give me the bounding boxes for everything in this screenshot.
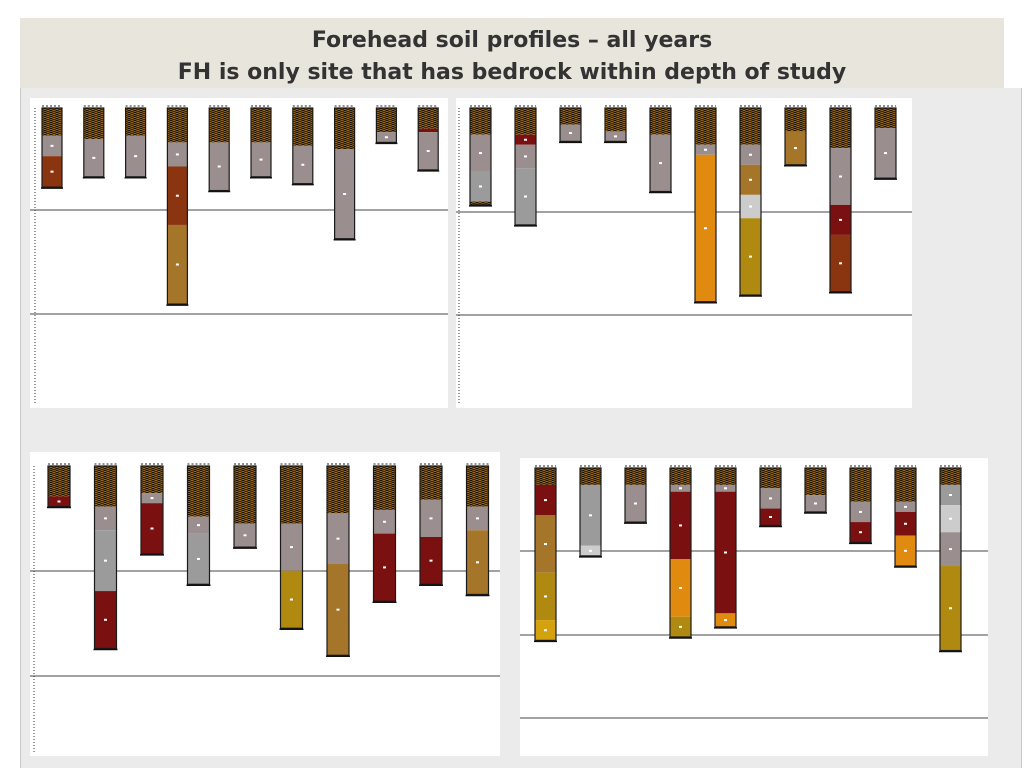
soil-profile (140, 464, 164, 555)
horizon-marker (479, 152, 482, 154)
soil-profile (649, 106, 672, 193)
soil-horizon-organic (895, 468, 916, 502)
soil-horizon-organic (850, 468, 871, 502)
soil-horizon-organic (695, 108, 716, 145)
soil-horizon-organic (374, 466, 396, 510)
horizon-marker (949, 548, 952, 550)
horizon-marker (949, 494, 952, 496)
horizon-marker (430, 560, 433, 562)
soil-horizon-organic (670, 468, 691, 485)
soil-profile (894, 466, 917, 567)
soil-horizon-organic (715, 468, 736, 485)
soil-horizon-organic (335, 108, 355, 149)
soil-profile (604, 106, 627, 142)
horizon-marker (383, 521, 386, 523)
soil-profile (714, 466, 737, 628)
horizon-marker (704, 149, 707, 151)
soil-horizon-organic (141, 466, 163, 493)
soil-profile (534, 466, 557, 641)
horizon-marker (544, 629, 547, 631)
soil-chart-top-right-svg (456, 98, 912, 408)
soil-horizon-organic (251, 108, 271, 142)
horizon-marker (290, 599, 293, 601)
soil-horizon-organic (785, 108, 806, 131)
soil-horizon-organic (580, 468, 601, 485)
horizon-marker (92, 157, 95, 159)
horizon-marker (51, 145, 54, 147)
soil-horizon-organic (209, 108, 229, 142)
horizon-marker (769, 497, 772, 499)
soil-profile (669, 466, 692, 638)
soil-profile (94, 464, 118, 650)
soil-horizon-organic (327, 466, 349, 513)
horizon-marker (724, 619, 727, 621)
soil-chart-top-left-svg (30, 98, 448, 408)
horizon-marker (859, 531, 862, 533)
soil-profile (849, 466, 872, 543)
horizon-marker (104, 619, 107, 621)
soil-profile (326, 464, 350, 656)
horizon-marker (524, 196, 527, 198)
soil-profile (375, 106, 397, 143)
soil-horizon-organic (605, 108, 626, 131)
soil-horizon-organic (188, 466, 210, 517)
horizon-marker (859, 511, 862, 513)
horizon-marker (904, 550, 907, 552)
horizon-marker (151, 528, 154, 530)
horizon-marker (427, 150, 430, 152)
soil-profile (559, 106, 582, 142)
soil-profile (466, 464, 490, 595)
title-bar (20, 18, 1004, 89)
soil-horizon-organic (42, 108, 62, 136)
horizon-marker (544, 595, 547, 597)
soil-horizon-organic (940, 468, 961, 485)
soil-horizon-organic (48, 466, 70, 496)
soil-horizon-organic (234, 466, 256, 523)
horizon-marker (218, 165, 221, 167)
horizon-marker (197, 558, 200, 560)
soil-profile (250, 106, 272, 178)
soil-horizon-organic (560, 108, 581, 125)
soil-profile (939, 466, 962, 652)
horizon-marker (679, 626, 682, 628)
horizon-marker (724, 487, 727, 489)
soil-chart-top-left (30, 98, 448, 408)
horizon-marker (476, 517, 479, 519)
soil-profile (280, 464, 304, 629)
soil-profile (759, 466, 782, 526)
horizon-marker (634, 502, 637, 504)
slide-title: Forehead soil profiles – all years (311, 28, 713, 53)
horizon-marker (176, 195, 179, 197)
soil-horizon-organic (420, 466, 442, 500)
horizon-marker (949, 518, 952, 520)
horizon-marker (104, 560, 107, 562)
soil-profile (41, 106, 63, 188)
horizon-marker (839, 175, 842, 177)
soil-horizon-organic (760, 468, 781, 488)
horizon-marker (839, 219, 842, 221)
horizon-marker (290, 546, 293, 548)
soil-profile (874, 106, 897, 179)
horizon-marker (814, 502, 817, 504)
soil-horizon-dark-red (418, 129, 438, 132)
horizon-marker (151, 497, 154, 499)
slide-subtitle: FH is only site that has bedrock within depth of study (177, 60, 847, 85)
soil-chart-bottom-left (30, 452, 500, 756)
horizon-marker (749, 256, 752, 258)
horizon-marker (383, 566, 386, 568)
horizon-marker (679, 487, 682, 489)
soil-profile (804, 466, 827, 513)
horizon-marker (569, 132, 572, 134)
horizon-marker (104, 517, 107, 519)
soil-profile (187, 464, 211, 585)
soil-chart-top-right (456, 98, 912, 408)
horizon-marker (544, 543, 547, 545)
horizon-marker (614, 135, 617, 137)
horizon-marker (544, 499, 547, 501)
horizon-marker (176, 153, 179, 155)
soil-horizon-organic (535, 468, 556, 485)
soil-horizon-organic (740, 108, 761, 145)
soil-profile (292, 106, 314, 185)
horizon-marker (476, 561, 479, 563)
horizon-marker (904, 523, 907, 525)
soil-profile (514, 106, 537, 226)
horizon-marker (524, 155, 527, 157)
horizon-marker (343, 193, 346, 195)
horizon-marker (589, 550, 592, 552)
horizon-marker (134, 155, 137, 157)
horizon-marker (51, 171, 54, 173)
horizon-marker (769, 516, 772, 518)
horizon-marker (794, 147, 797, 149)
soil-profile (417, 106, 439, 171)
horizon-marker (197, 524, 200, 526)
horizon-marker (884, 152, 887, 154)
soil-profile (624, 466, 647, 523)
horizon-marker (58, 500, 61, 502)
horizon-marker (904, 506, 907, 508)
soil-horizon-organic (467, 466, 489, 507)
soil-horizon-organic (650, 108, 671, 135)
horizon-marker (749, 154, 752, 156)
soil-profile (579, 466, 602, 557)
horizon-marker (260, 159, 263, 161)
horizon-marker (430, 517, 433, 519)
soil-profile (208, 106, 230, 192)
soil-horizon-organic (875, 108, 896, 128)
horizon-marker (479, 185, 482, 187)
soil-profile (739, 106, 762, 296)
soil-profile (334, 106, 356, 240)
horizon-marker (589, 514, 592, 516)
soil-profile (694, 106, 717, 303)
soil-profile (83, 106, 105, 178)
soil-profile (419, 464, 443, 585)
soil-chart-bottom-right (520, 458, 988, 756)
soil-horizon-organic (625, 468, 646, 485)
horizon-marker (679, 524, 682, 526)
soil-horizon-organic (376, 108, 396, 132)
soil-profile (829, 106, 852, 293)
horizon-marker (704, 227, 707, 229)
horizon-marker (749, 179, 752, 181)
soil-profile (373, 464, 397, 602)
soil-horizon-organic (95, 466, 117, 507)
horizon-marker (659, 162, 662, 164)
soil-horizon-organic (418, 108, 438, 129)
horizon-marker (385, 136, 388, 138)
horizon-marker (244, 534, 247, 536)
soil-profile (469, 106, 492, 206)
horizon-marker (301, 164, 304, 166)
horizon-marker (749, 206, 752, 208)
soil-profile (47, 464, 71, 508)
horizon-marker (949, 607, 952, 609)
horizon-marker (724, 552, 727, 554)
soil-horizon-organic (830, 108, 851, 148)
soil-profile (125, 106, 147, 178)
horizon-marker (337, 538, 340, 540)
soil-profile (166, 106, 188, 305)
soil-horizon-organic (515, 108, 536, 135)
soil-horizon-organic (293, 108, 313, 146)
soil-horizon-organic (84, 108, 104, 139)
soil-horizon-organic (281, 466, 303, 523)
soil-horizon-organic (470, 108, 491, 135)
soil-profile (784, 106, 807, 166)
horizon-marker (176, 264, 179, 266)
soil-horizon-organic (167, 108, 187, 142)
horizon-marker (679, 587, 682, 589)
soil-horizon-organic (126, 108, 146, 136)
horizon-marker (839, 262, 842, 264)
soil-profile (233, 464, 257, 548)
soil-horizon-organic (805, 468, 826, 495)
horizon-marker (337, 609, 340, 611)
soil-chart-bottom-left-svg (30, 452, 500, 756)
soil-chart-bottom-right-svg (520, 458, 988, 756)
horizon-marker (524, 139, 527, 141)
